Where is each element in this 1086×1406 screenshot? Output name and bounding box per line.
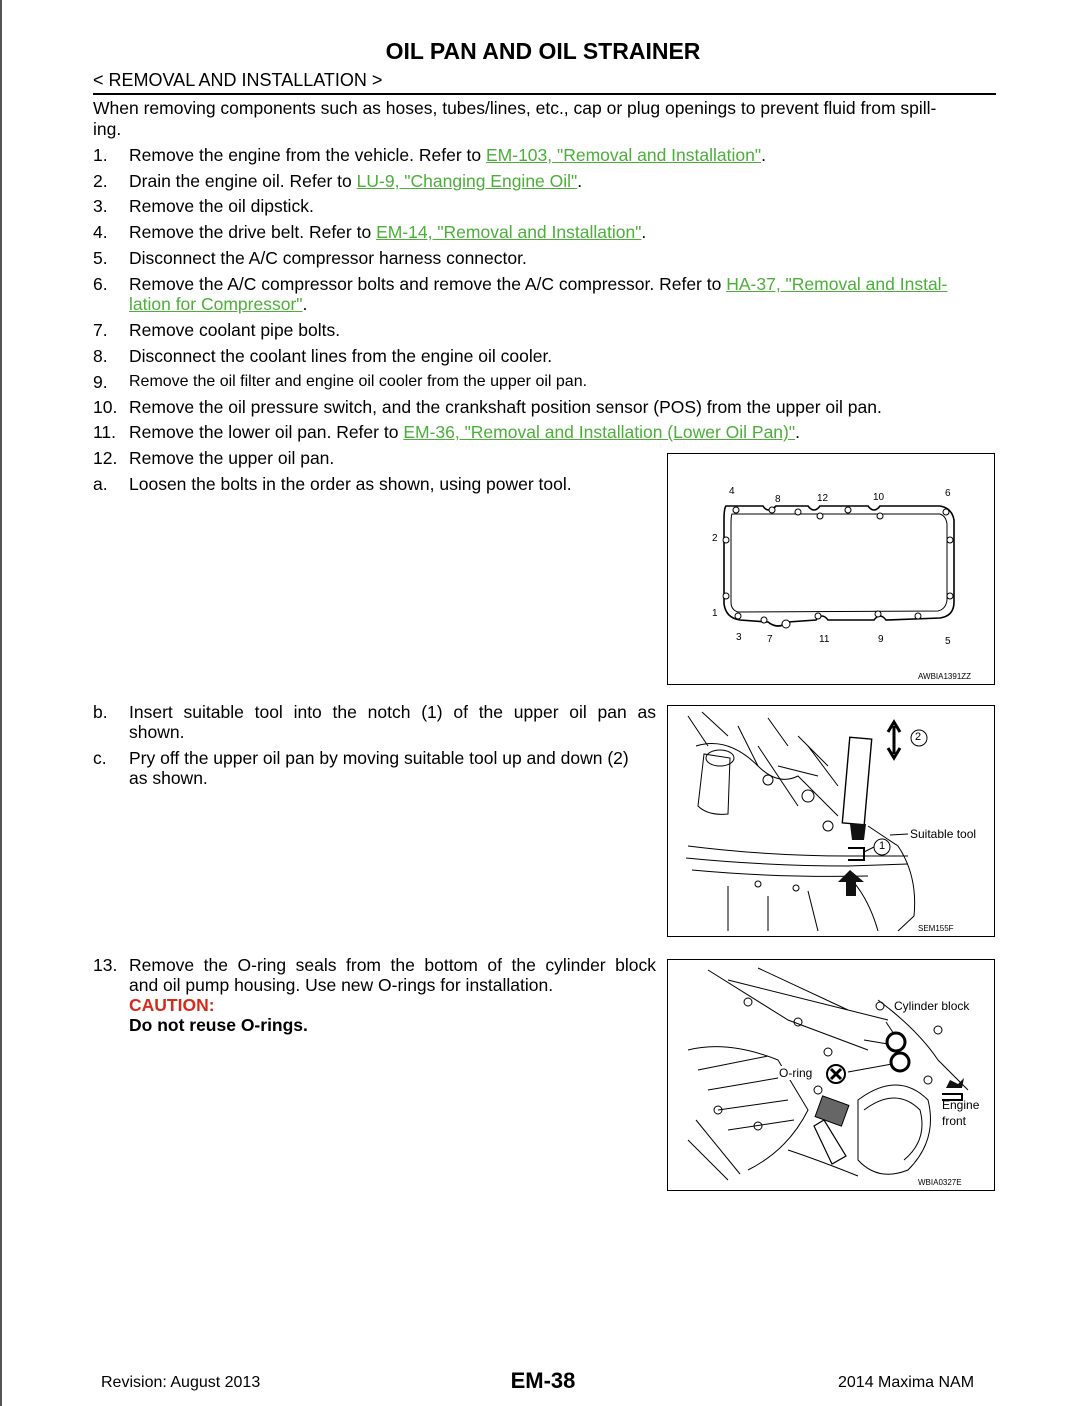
bolt-label: 4 <box>729 486 735 497</box>
bolt-label: 7 <box>767 634 773 645</box>
step-text: Remove the oil filter and engine oil cooler from the upper oil pan. <box>129 373 588 390</box>
intro-paragraph <box>93 98 998 140</box>
figure-pry-tool <box>667 705 995 937</box>
bolt-label: 1 <box>712 608 718 619</box>
substep-line: Pry off the upper oil pan by moving suitable tool up and down (2) <box>129 748 629 768</box>
step-text: Disconnect the coolant lines from the engine oil cooler. <box>129 346 553 366</box>
page-title: OIL PAN AND OIL STRAINER <box>385 38 701 64</box>
step-number: 7. <box>93 320 108 340</box>
cylinder-block-label: Cylinder block <box>894 999 970 1013</box>
figure-bolt-sequence <box>667 453 995 685</box>
step-number: 9. <box>93 372 108 392</box>
front-label: front <box>942 1114 967 1128</box>
step-line: and oil pump housing. Use new O-rings for installation. <box>129 975 554 995</box>
bolt-label: 2 <box>712 533 718 544</box>
step-tail: . <box>577 171 583 191</box>
suitable-tool-label: Suitable tool <box>910 827 977 841</box>
step-number: 8. <box>93 346 108 366</box>
substep-line: Insert suitable tool into the notch (1) of the upper oil pan as <box>129 702 656 722</box>
intro-line-1: When removing components such as hoses, tubes/lines, etc., cap or plug openings to prevent fluid from spill- <box>93 98 937 118</box>
intro-line-2: ing. <box>93 119 122 139</box>
substep-text <box>129 702 656 742</box>
bolt-label: 8 <box>775 494 781 505</box>
bolt-label: 9 <box>878 634 884 645</box>
substep-line: shown. <box>129 722 185 742</box>
step-number: 5. <box>93 248 108 268</box>
step-number: 12. <box>93 448 118 468</box>
substep-text: Loosen the bolts in the order as shown, using power tool. <box>129 474 572 494</box>
step-number: 6. <box>93 274 108 294</box>
engine-label: Engine <box>942 1098 980 1112</box>
step-tail: . <box>641 222 647 242</box>
ref-link-em36[interactable]: EM-36, "Removal and Installation (Lower Oil Pan)" <box>403 422 796 442</box>
step-number: 2. <box>93 171 108 191</box>
bolt-label: 11 <box>819 634 830 645</box>
page-number: EM-38 <box>510 1368 576 1393</box>
step-label: Remove the A/C compressor bolts and remove the A/C compressor. Refer to <box>129 274 727 294</box>
figure-code: WBIA0327E <box>918 1178 962 1187</box>
substep-letter: a. <box>93 474 108 494</box>
pry-tool-drawing <box>668 706 994 936</box>
bolt-label: 12 <box>817 493 829 504</box>
o-ring-drawing <box>668 960 994 1190</box>
step-text: Disconnect the A/C compressor harness connector. <box>129 248 527 268</box>
bolt-label: 5 <box>945 636 951 647</box>
step-label: Drain the engine oil. Refer to <box>129 171 357 191</box>
step-tail: . <box>761 145 766 165</box>
step-text <box>129 955 656 1035</box>
step-text <box>129 274 999 314</box>
step-number: 11. <box>93 422 117 442</box>
step-text <box>129 171 582 191</box>
step-number: 10. <box>93 397 118 417</box>
o-ring-label: O-ring <box>779 1066 813 1080</box>
callout-1: 1 <box>879 840 886 852</box>
step-text: Remove the upper oil pan. <box>129 448 335 468</box>
heading-rule <box>93 93 996 95</box>
substep-letter: b. <box>93 702 108 722</box>
step-text: Remove coolant pipe bolts. <box>129 320 341 340</box>
bolt-label: 10 <box>873 492 885 503</box>
figure-o-rings <box>667 959 995 1191</box>
revision-date: Revision: August 2013 <box>101 1374 261 1391</box>
bolt-label: 3 <box>736 632 742 643</box>
page-left-border <box>0 0 2 1406</box>
ref-link-ha37[interactable]: HA-37, "Removal and Instal- <box>726 274 948 294</box>
ref-link-lu9[interactable]: LU-9, "Changing Engine Oil" <box>356 171 578 191</box>
step-number: 13. <box>93 955 118 975</box>
step-tail: . <box>302 294 308 314</box>
step-text: Remove the oil dipstick. <box>129 196 314 216</box>
ref-link-ha37-cont[interactable]: lation for Compressor" <box>129 294 303 314</box>
step-line: Remove the O-ring seals from the bottom of the cylinder block <box>129 955 656 975</box>
step-label: Remove the drive belt. Refer to <box>129 222 377 242</box>
bolt-label: 6 <box>945 488 951 499</box>
figure-code: SEM155F <box>918 924 954 933</box>
step-text <box>129 222 646 242</box>
section-heading: < REMOVAL AND INSTALLATION > <box>93 70 383 90</box>
step-number: 4. <box>93 222 108 242</box>
step-tail: . <box>795 422 800 442</box>
callout-2: 2 <box>915 731 922 743</box>
ref-link-em103[interactable]: EM-103, "Removal and Installation" <box>486 145 762 165</box>
substep-line: as shown. <box>129 768 208 788</box>
step-number: 1. <box>93 145 108 165</box>
ref-link-em14[interactable]: EM-14, "Removal and Installation" <box>376 222 642 242</box>
step-label: Remove the engine from the vehicle. Refer to <box>129 145 486 165</box>
step-label: Remove the lower oil pan. Refer to <box>129 422 404 442</box>
figure-code: AWBIA1391ZZ <box>918 672 972 681</box>
vehicle-model: 2014 Maxima NAM <box>838 1374 975 1391</box>
caution-text: Do not reuse O-rings. <box>129 1015 308 1035</box>
step-number: 3. <box>93 196 108 216</box>
caution-label: CAUTION: <box>129 995 215 1015</box>
step-text: Remove the oil pressure switch, and the crankshaft position sensor (POS) from the upper oil pan. <box>129 397 882 417</box>
step-text <box>129 422 800 442</box>
substep-letter: c. <box>93 748 107 768</box>
substep-text <box>129 748 659 788</box>
step-text <box>129 145 766 165</box>
